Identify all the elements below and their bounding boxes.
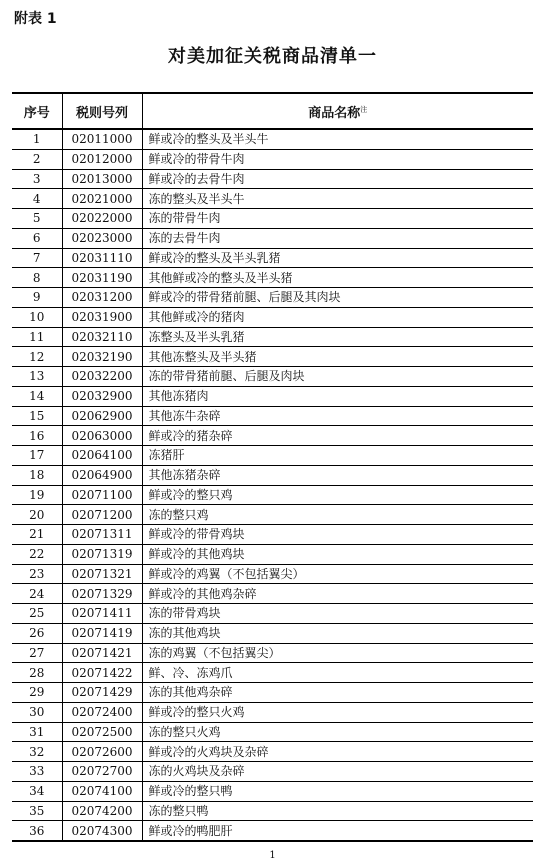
- cell-product-name: 其他鲜或冷的整头及半头猪: [142, 268, 533, 288]
- cell-serial-number: 20: [12, 505, 62, 525]
- cell-product-name: 冻整头及半头乳猪: [142, 327, 533, 347]
- cell-tariff-code: 02021000: [62, 189, 142, 209]
- table-row: [12, 564, 533, 584]
- table-row: [12, 327, 533, 347]
- cell-serial-number: 17: [12, 446, 62, 466]
- cell-serial-number: 21: [12, 525, 62, 545]
- cell-product-name: 其他冻整头及半头猪: [142, 347, 533, 367]
- cell-product-name: 冻猪肝: [142, 446, 533, 466]
- cell-tariff-code: 02064100: [62, 446, 142, 466]
- cell-tariff-code: 02071411: [62, 604, 142, 624]
- table-row: [12, 367, 533, 387]
- cell-serial-number: 5: [12, 209, 62, 229]
- cell-product-name: 鲜或冷的整只鸡: [142, 485, 533, 505]
- header-note-mark: 注: [360, 105, 368, 114]
- cell-serial-number: 16: [12, 426, 62, 446]
- cell-tariff-code: 02062900: [62, 406, 142, 426]
- cell-serial-number: 4: [12, 189, 62, 209]
- table-row: [12, 623, 533, 643]
- cell-tariff-code: 02032900: [62, 386, 142, 406]
- cell-product-name: 鲜或冷的带骨鸡块: [142, 525, 533, 545]
- table-row: [12, 189, 533, 209]
- cell-product-name: 冻的带骨牛肉: [142, 209, 533, 229]
- cell-product-name: 鲜或冷的鸭肥肝: [142, 821, 533, 841]
- cell-tariff-code: 02022000: [62, 209, 142, 229]
- cell-tariff-code: 02072500: [62, 722, 142, 742]
- table-row: [12, 465, 533, 485]
- cell-product-name: 其他鲜或冷的猪肉: [142, 307, 533, 327]
- cell-product-name: 冻的带骨鸡块: [142, 604, 533, 624]
- cell-tariff-code: 02074300: [62, 821, 142, 841]
- cell-product-name: 其他冻牛杂碎: [142, 406, 533, 426]
- table-row: [12, 129, 533, 149]
- header-tariff-code: 税则号列: [62, 93, 142, 129]
- cell-product-name: 鲜、冷、冻鸡爪: [142, 663, 533, 683]
- cell-product-name: 鲜或冷的其他鸡块: [142, 544, 533, 564]
- cell-tariff-code: 02071422: [62, 663, 142, 683]
- cell-tariff-code: 02072700: [62, 762, 142, 782]
- cell-tariff-code: 02032110: [62, 327, 142, 347]
- cell-serial-number: 12: [12, 347, 62, 367]
- cell-tariff-code: 02071419: [62, 623, 142, 643]
- cell-serial-number: 31: [12, 722, 62, 742]
- tariff-list-table: [12, 92, 533, 842]
- cell-tariff-code: 02064900: [62, 465, 142, 485]
- cell-tariff-code: 02011000: [62, 129, 142, 149]
- table-row: [12, 209, 533, 229]
- table-row: [12, 525, 533, 545]
- cell-product-name: 冻的其他鸡块: [142, 623, 533, 643]
- table-row: [12, 426, 533, 446]
- cell-serial-number: 11: [12, 327, 62, 347]
- page-number: 1: [269, 850, 276, 861]
- table-row: [12, 446, 533, 466]
- cell-tariff-code: 02074100: [62, 781, 142, 801]
- cell-product-name: 鲜或冷的带骨牛肉: [142, 149, 533, 169]
- cell-tariff-code: 02031110: [62, 248, 142, 268]
- table-row: [12, 683, 533, 703]
- cell-product-name: 鲜或冷的火鸡块及杂碎: [142, 742, 533, 762]
- header-product-name: [142, 93, 533, 129]
- cell-tariff-code: 02031200: [62, 288, 142, 308]
- cell-serial-number: 26: [12, 623, 62, 643]
- table-row: [12, 604, 533, 624]
- header-product-name-label: 商品名称: [308, 105, 361, 121]
- table-row: [12, 544, 533, 564]
- cell-product-name: 鲜或冷的整头及半头乳猪: [142, 248, 533, 268]
- cell-tariff-code: 02074200: [62, 801, 142, 821]
- cell-product-name: 冻的整头及半头牛: [142, 189, 533, 209]
- cell-tariff-code: 02072600: [62, 742, 142, 762]
- cell-tariff-code: 02012000: [62, 149, 142, 169]
- cell-product-name: 冻的火鸡块及杂碎: [142, 762, 533, 782]
- cell-serial-number: 13: [12, 367, 62, 387]
- cell-product-name: 鲜或冷的其他鸡杂碎: [142, 584, 533, 604]
- cell-tariff-code: 02071329: [62, 584, 142, 604]
- cell-serial-number: 22: [12, 544, 62, 564]
- cell-tariff-code: 02071100: [62, 485, 142, 505]
- cell-tariff-code: 02071429: [62, 683, 142, 703]
- cell-product-name: 鲜或冷的猪杂碎: [142, 426, 533, 446]
- table-row: [12, 722, 533, 742]
- cell-serial-number: 34: [12, 781, 62, 801]
- cell-product-name: 鲜或冷的整只鸭: [142, 781, 533, 801]
- cell-product-name: 冻的整只鸭: [142, 801, 533, 821]
- cell-tariff-code: 02071319: [62, 544, 142, 564]
- cell-product-name: 其他冻猪杂碎: [142, 465, 533, 485]
- header-serial-number: 序号: [12, 93, 62, 129]
- table-row: [12, 801, 533, 821]
- cell-tariff-code: 02031190: [62, 268, 142, 288]
- cell-serial-number: 30: [12, 702, 62, 722]
- cell-tariff-code: 02071321: [62, 564, 142, 584]
- cell-serial-number: 32: [12, 742, 62, 762]
- cell-product-name: 其他冻猪肉: [142, 386, 533, 406]
- table-row: [12, 702, 533, 722]
- table-row: [12, 149, 533, 169]
- cell-serial-number: 36: [12, 821, 62, 841]
- cell-serial-number: 15: [12, 406, 62, 426]
- cell-product-name: 冻的整只火鸡: [142, 722, 533, 742]
- cell-serial-number: 2: [12, 149, 62, 169]
- cell-product-name: 冻的去骨牛肉: [142, 228, 533, 248]
- cell-tariff-code: 02032200: [62, 367, 142, 387]
- cell-product-name: 冻的其他鸡杂碎: [142, 683, 533, 703]
- cell-serial-number: 35: [12, 801, 62, 821]
- table-row: [12, 248, 533, 268]
- table-row: [12, 663, 533, 683]
- cell-tariff-code: 02071311: [62, 525, 142, 545]
- cell-serial-number: 7: [12, 248, 62, 268]
- annex-label: 附表 1: [14, 11, 57, 27]
- table-row: [12, 169, 533, 189]
- cell-serial-number: 8: [12, 268, 62, 288]
- table-row: [12, 307, 533, 327]
- cell-tariff-code: 02072400: [62, 702, 142, 722]
- table-row: [12, 781, 533, 801]
- table-row: [12, 485, 533, 505]
- table-row: [12, 643, 533, 663]
- cell-serial-number: 1: [12, 129, 62, 149]
- cell-tariff-code: 02071200: [62, 505, 142, 525]
- table-row: [12, 505, 533, 525]
- cell-tariff-code: 02071421: [62, 643, 142, 663]
- cell-product-name: 冻的带骨猪前腿、后腿及肉块: [142, 367, 533, 387]
- cell-tariff-code: 02023000: [62, 228, 142, 248]
- cell-serial-number: 23: [12, 564, 62, 584]
- table-header-row: [12, 93, 533, 129]
- cell-serial-number: 3: [12, 169, 62, 189]
- cell-serial-number: 6: [12, 228, 62, 248]
- table-row: [12, 584, 533, 604]
- table-row: [12, 742, 533, 762]
- table-row: [12, 347, 533, 367]
- cell-serial-number: 24: [12, 584, 62, 604]
- table-body: [12, 129, 533, 841]
- cell-serial-number: 25: [12, 604, 62, 624]
- table-row: [12, 821, 533, 841]
- cell-serial-number: 14: [12, 386, 62, 406]
- cell-serial-number: 27: [12, 643, 62, 663]
- cell-tariff-code: 02031900: [62, 307, 142, 327]
- cell-serial-number: 33: [12, 762, 62, 782]
- cell-product-name: 冻的鸡翼（不包括翼尖）: [142, 643, 533, 663]
- table-row: [12, 406, 533, 426]
- cell-tariff-code: 02013000: [62, 169, 142, 189]
- cell-serial-number: 10: [12, 307, 62, 327]
- cell-product-name: 鲜或冷的带骨猪前腿、后腿及其肉块: [142, 288, 533, 308]
- table-row: [12, 288, 533, 308]
- cell-serial-number: 19: [12, 485, 62, 505]
- cell-serial-number: 18: [12, 465, 62, 485]
- table-row: [12, 268, 533, 288]
- cell-serial-number: 28: [12, 663, 62, 683]
- cell-product-name: 鲜或冷的整只火鸡: [142, 702, 533, 722]
- cell-tariff-code: 02032190: [62, 347, 142, 367]
- table-row: [12, 228, 533, 248]
- cell-product-name: 冻的整只鸡: [142, 505, 533, 525]
- table-row: [12, 762, 533, 782]
- cell-serial-number: 9: [12, 288, 62, 308]
- cell-tariff-code: 02063000: [62, 426, 142, 446]
- cell-product-name: 鲜或冷的去骨牛肉: [142, 169, 533, 189]
- cell-product-name: 鲜或冷的鸡翼（不包括翼尖）: [142, 564, 533, 584]
- table-row: [12, 386, 533, 406]
- document-title: 对美加征关税商品清单一: [168, 46, 377, 67]
- cell-serial-number: 29: [12, 683, 62, 703]
- cell-product-name: 鲜或冷的整头及半头牛: [142, 129, 533, 149]
